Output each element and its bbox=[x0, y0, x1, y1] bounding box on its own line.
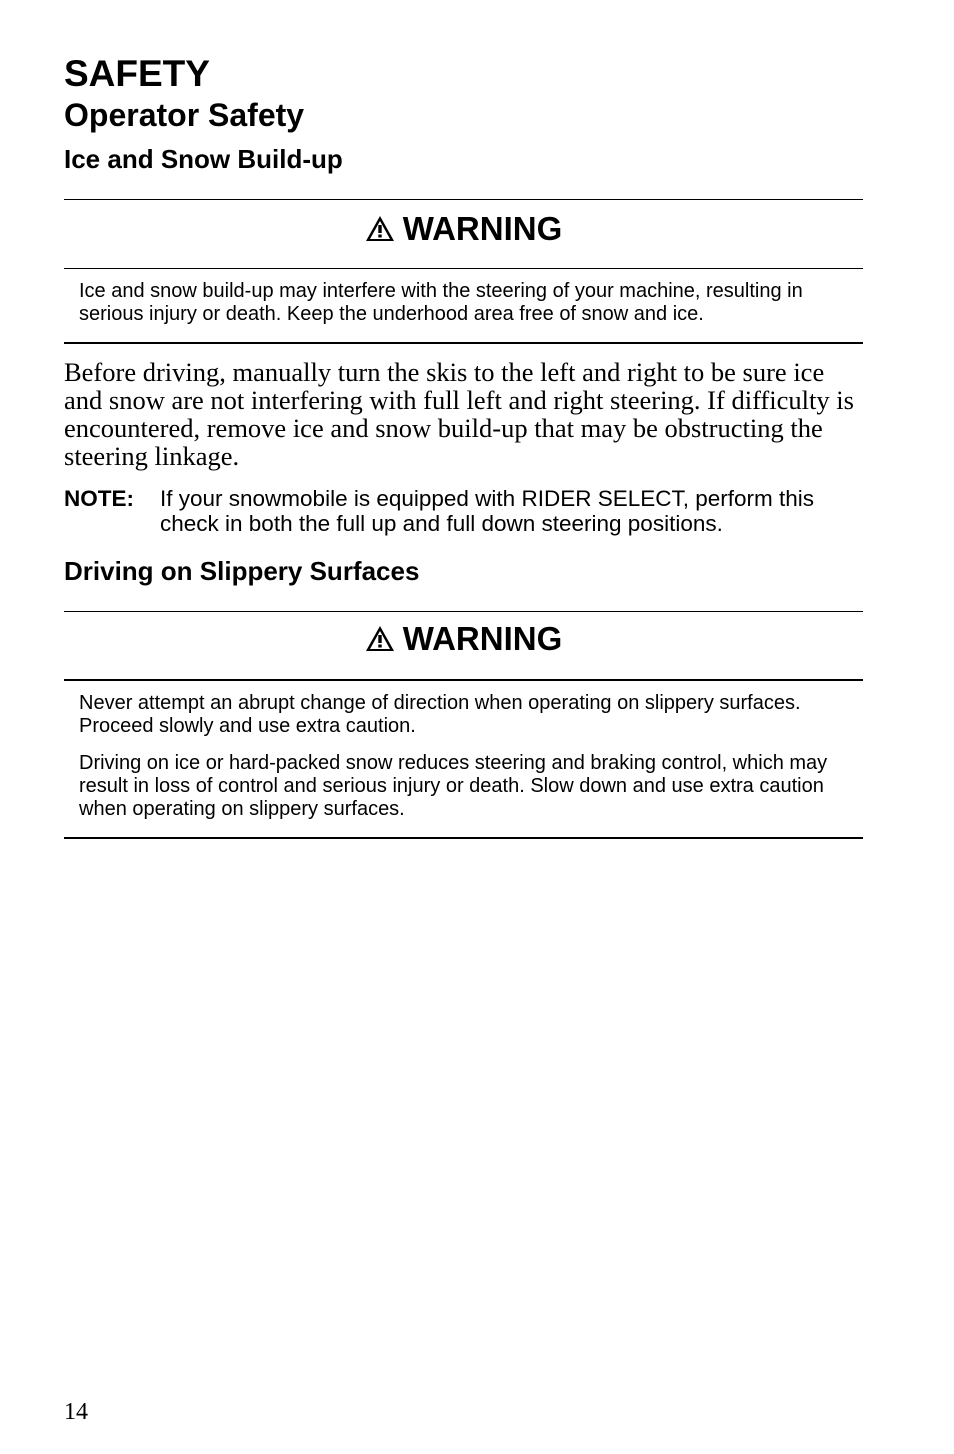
warning-mid-rule bbox=[64, 679, 863, 681]
note-label: NOTE: bbox=[64, 486, 134, 511]
ice-snow-warning-text: Ice and snow build-up may interfere with the steering of your machine, resulting in serious injury or death. Keep the underhood area free of snow and ice. bbox=[79, 280, 803, 325]
warning-bottom-rule bbox=[64, 837, 863, 839]
warning-mid-rule bbox=[64, 268, 863, 269]
ice-snow-heading: Ice and Snow Build-up bbox=[64, 144, 343, 174]
slippery-warning-title bbox=[64, 619, 863, 659]
warning-top-rule bbox=[64, 611, 863, 612]
section-title: SAFETY bbox=[64, 53, 210, 94]
note-text: If your snowmobile is equipped with RIDER SELECT, perform this check in both the full up and full down steering positions. bbox=[160, 486, 815, 536]
subsection-title: Operator Safety bbox=[64, 97, 305, 133]
slippery-heading: Driving on Slippery Surfaces bbox=[64, 556, 420, 586]
warning-triangle-icon bbox=[365, 625, 395, 652]
warning-label: WARNING bbox=[402, 210, 563, 247]
slippery-warning-text-2: Driving on ice or hard-packed snow reduces steering and braking control, which may result in loss of control and serious injury or death. Slow down and use extra caution when operating on slippery surfaces. bbox=[79, 752, 828, 820]
warning-top-rule bbox=[64, 199, 863, 200]
warning-bottom-rule bbox=[64, 342, 863, 344]
warning-label: WARNING bbox=[402, 620, 563, 657]
ice-snow-warning-title bbox=[64, 209, 863, 249]
warning-triangle-icon bbox=[365, 215, 395, 242]
page-number: 14 bbox=[64, 1399, 88, 1425]
ice-snow-body: Before driving, manually turn the skis to the left and right to be sure ice and snow are not interfering with full left and right steering. If difficulty is encountered, remove ice and snow build-up that may be obstructing the steering linkage. bbox=[64, 357, 854, 471]
slippery-warning-text-1: Never attempt an abrupt change of direction when operating on slippery surfaces. Proceed slowly and use extra caution. bbox=[79, 692, 801, 737]
